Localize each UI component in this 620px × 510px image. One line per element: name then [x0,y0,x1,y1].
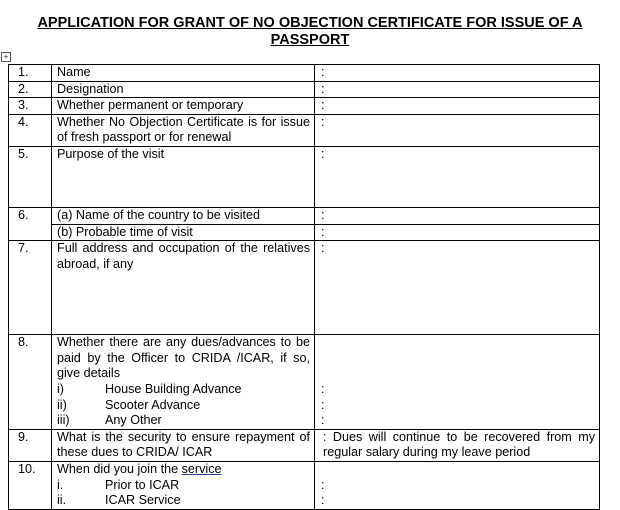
item-text: ICAR Service [105,493,181,508]
move-anchor-icon[interactable]: + [1,52,11,62]
row-label: Name [52,65,315,82]
row-label: Full address and occupation of the relatives abroad, if any [52,241,315,335]
row-number: 10. [9,461,52,509]
row-value[interactable]: : [315,114,600,146]
document-title [0,15,620,49]
row-label: Whether No Objection Certificate is for issue of fresh passport or for renewal [52,114,315,146]
item-number: iii) [57,413,70,428]
row-number: 1. [9,65,52,82]
row-number: 9. [9,429,52,461]
row-number: 8. [9,335,52,430]
row-value[interactable]: : [315,98,600,115]
item-value[interactable]: : [321,493,325,508]
title-line-1: APPLICATION FOR GRANT OF NO OBJECTION CERTIFICATE FOR ISSUE OF A [37,15,583,31]
row-number: 3. [9,98,52,115]
row-value[interactable]: : [315,241,600,335]
row-value[interactable]: : [315,207,600,224]
row-label [52,335,315,430]
row-number: 4. [9,114,52,146]
row-value[interactable] [315,335,600,430]
item-value[interactable]: : [321,413,325,428]
item-value[interactable]: : [321,381,325,396]
row-label [52,461,315,509]
table-row [9,65,600,82]
service-question-text: When did you join the [57,461,182,476]
table-row [9,429,600,461]
item-value[interactable]: : [321,397,325,412]
row-label: (a) Name of the country to be visited [52,207,315,224]
item-number: i. [57,477,64,492]
row-label: Purpose of the visit [52,146,315,207]
row-value[interactable]: : [315,65,600,82]
row-label: Whether permanent or temporary [52,98,315,115]
table-row [9,335,600,430]
row-number: 6. [9,207,52,240]
service-question [57,462,310,478]
item-text: Scooter Advance [105,397,201,412]
list-item [57,398,310,414]
table-row [9,207,600,224]
table-row [9,81,600,98]
table-row [9,114,600,146]
row-value[interactable]: : [315,81,600,98]
row-label: Designation [52,81,315,98]
row-value[interactable] [315,461,600,509]
table-row [9,224,600,241]
item-number: ii. [57,493,67,508]
item-value[interactable]: : [321,477,325,492]
list-item [57,413,310,429]
row-label: What is the security to ensure repayment of these dues to CRIDA/ ICAR [52,429,315,461]
item-text: Prior to ICAR [105,477,180,492]
item-number: i) [57,381,64,396]
table-row [9,146,600,207]
table-row [9,98,600,115]
table-row [9,241,600,335]
row-value[interactable]: : [315,146,600,207]
row-number: 7. [9,241,52,335]
list-item [57,382,310,398]
row-value[interactable]: : [315,224,600,241]
title-line-2: PASSPORT [270,32,350,48]
item-text: Any Other [105,413,162,428]
item-number: ii) [57,397,67,412]
row-number: 2. [9,81,52,98]
row-label: (b) Probable time of visit [52,224,315,241]
application-form-table [8,64,600,510]
table-row [9,461,600,509]
item-text: House Building Advance [105,381,242,396]
list-item [57,478,310,494]
dues-question: Whether there are any dues/advances to be paid by the Officer to CRIDA /ICAR, if so, give details [57,335,310,381]
service-underlined-word: service [181,461,222,476]
row-number: 5. [9,146,52,207]
row-value[interactable]: : Dues will continue to be recovered from my regular salary during my leave period [315,429,600,461]
